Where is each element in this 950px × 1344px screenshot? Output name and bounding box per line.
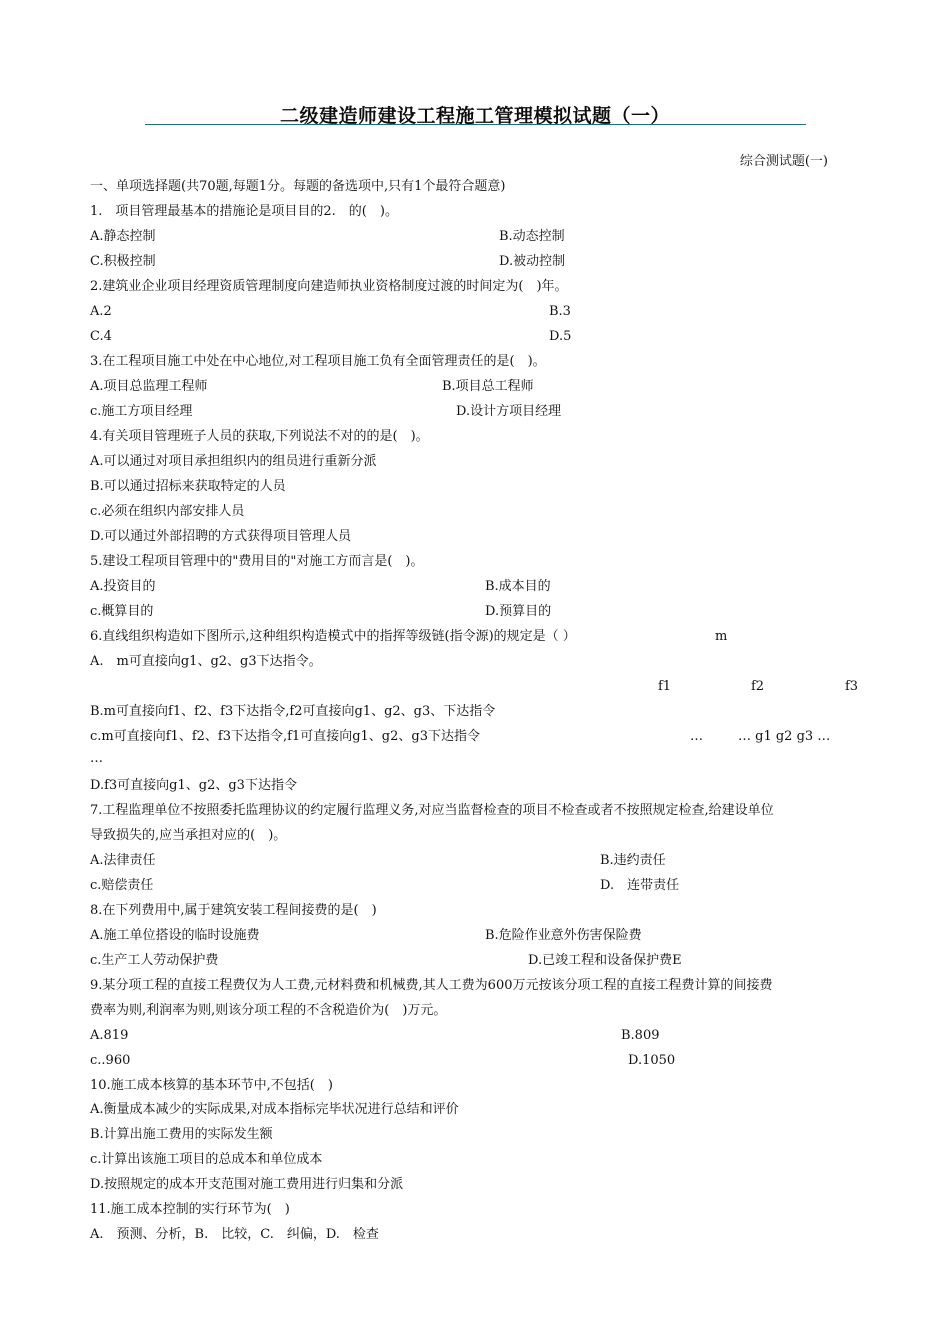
option-7d: D. 连带责任 bbox=[600, 878, 680, 893]
question-7-line-2: 导致损失的,应当承担对应的( )。 bbox=[90, 828, 287, 843]
org-node-g-row: … g1 g2 g3 … bbox=[738, 729, 831, 744]
option-5a: A.投资目的 bbox=[90, 579, 156, 594]
question-2: 2.建筑业企业项目经理资质管理制度向建造师执业资格制度过渡的时间定为( )年。 bbox=[90, 279, 568, 294]
option-10a: A.衡量成本减少的实际成果,对成本指标完毕状况进行总结和评价 bbox=[90, 1102, 459, 1117]
question-7-line-1: 7.工程监理单位不按照委托监理协议的约定履行监理义务,对应当监督检查的项目不检查或者不按照规定检查,给建设单位 bbox=[90, 803, 774, 818]
question-3: 3.在工程项目施工中处在中心地位,对工程项目施工负有全面管理责任的是( )。 bbox=[90, 354, 546, 369]
org-ellipsis-2: … bbox=[90, 751, 103, 766]
question-8: 8.在下列费用中,属于建筑安装工程间接费的是( ) bbox=[90, 903, 377, 918]
option-3a: A.项目总监理工程师 bbox=[90, 379, 208, 394]
option-10d: D.按照规定的成本开支范围对施工费用进行归集和分派 bbox=[90, 1177, 404, 1192]
option-4c: c.必须在组织内部安排人员 bbox=[90, 504, 245, 519]
question-4: 4.有关项目管理班子人员的获取,下列说法不对的的是( )。 bbox=[90, 429, 429, 444]
option-4b: B.可以通过招标来获取特定的人员 bbox=[90, 479, 286, 494]
option-1b: B.动态控制 bbox=[499, 229, 565, 244]
option-2b: B.3 bbox=[549, 304, 571, 319]
option-11: A. 预测、分析，B. 比较，C. 纠偏，D. 检查 bbox=[90, 1227, 379, 1242]
option-10b: B.计算出施工费用的实际发生额 bbox=[90, 1127, 273, 1142]
subtitle: 综合测试题(一) bbox=[739, 154, 828, 169]
document-title: 二级建造师建设工程施工管理模拟试题（一） bbox=[279, 105, 670, 127]
option-1d: D.被动控制 bbox=[499, 254, 566, 269]
question-1: 1. 项目管理最基本的措施论是项目目的2. 的( )。 bbox=[90, 204, 398, 219]
option-9d: D.1050 bbox=[628, 1053, 676, 1068]
org-node-f3: f3 bbox=[845, 679, 859, 694]
org-node-m: m bbox=[715, 629, 728, 644]
option-3b: B.项目总工程师 bbox=[442, 379, 534, 394]
option-7c: c.赔偿责任 bbox=[90, 878, 154, 893]
option-9c: c..960 bbox=[90, 1053, 131, 1068]
org-node-f2: f2 bbox=[751, 679, 765, 694]
option-2c: C.4 bbox=[90, 329, 112, 344]
org-ellipsis-1: … bbox=[690, 729, 703, 744]
option-2a: A.2 bbox=[90, 304, 112, 319]
option-5d: D.预算目的 bbox=[485, 604, 552, 619]
option-5b: B.成本目的 bbox=[485, 579, 551, 594]
option-8a: A.施工单位搭设的临时设施费 bbox=[90, 928, 260, 943]
org-node-f1: f1 bbox=[658, 679, 672, 694]
option-8c: c.生产工人劳动保护费 bbox=[90, 953, 219, 968]
option-6a: A. m可直接向g1、g2、g3下达指令。 bbox=[90, 654, 322, 669]
option-10c: c.计算出该施工项目的总成本和单位成本 bbox=[90, 1152, 323, 1167]
option-3c: c.施工方项目经理 bbox=[90, 404, 193, 419]
option-4d: D.可以通过外部招聘的方式获得项目管理人员 bbox=[90, 529, 352, 544]
question-6: 6.直线组织构造如下图所示,这种组织构造模式中的指挥等级链(指令源)的规定是（ ） bbox=[90, 629, 576, 644]
option-7a: A.法律责任 bbox=[90, 853, 156, 868]
option-2d: D.5 bbox=[549, 329, 572, 344]
question-9-line-1: 9.某分项工程的直接工程费仅为人工费,元材料费和机械费,其人工费为600万元按该分项工程的直接工程费计算的间接费 bbox=[90, 978, 773, 993]
question-9-line-2: 费率为则,利润率为则,则该分项工程的不含税造价为( )万元。 bbox=[90, 1003, 447, 1018]
option-8b: B.危险作业意外伤害保险费 bbox=[485, 928, 642, 943]
option-7b: B.违约责任 bbox=[600, 853, 666, 868]
section-heading: 一、单项选择题(共70题,每题1分。每题的备选项中,只有1个最符合题意) bbox=[90, 179, 506, 194]
option-4a: A.可以通过对项目承担组织内的组员进行重新分派 bbox=[90, 454, 377, 469]
question-10: 10.施工成本核算的基本环节中,不包括( ) bbox=[90, 1078, 333, 1093]
option-5c: c.概算目的 bbox=[90, 604, 154, 619]
option-9a: A.819 bbox=[90, 1028, 129, 1043]
option-6b: B.m可直接向f1、f2、f3下达指令,f2可直接向g1、g2、g3、下达指令 bbox=[90, 704, 496, 719]
option-1c: C.积极控制 bbox=[90, 254, 156, 269]
option-1a: A.静态控制 bbox=[90, 229, 156, 244]
question-11: 11.施工成本控制的实行环节为( ) bbox=[90, 1202, 290, 1217]
option-6c: c.m可直接向f1、f2、f3下达指令,f1可直接向g1、g2、g3下达指令 bbox=[90, 729, 480, 744]
option-8d: D.已竣工程和设备保护费E bbox=[528, 953, 682, 968]
option-9b: B.809 bbox=[621, 1028, 660, 1043]
option-3d: D.设计方项目经理 bbox=[456, 404, 562, 419]
title-underline bbox=[145, 124, 806, 125]
question-5: 5.建设工程项目管理中的"费用目的"对施工方而言是( )。 bbox=[90, 554, 424, 569]
option-6d: D.f3可直接向g1、g2、g3下达指令 bbox=[90, 778, 297, 793]
